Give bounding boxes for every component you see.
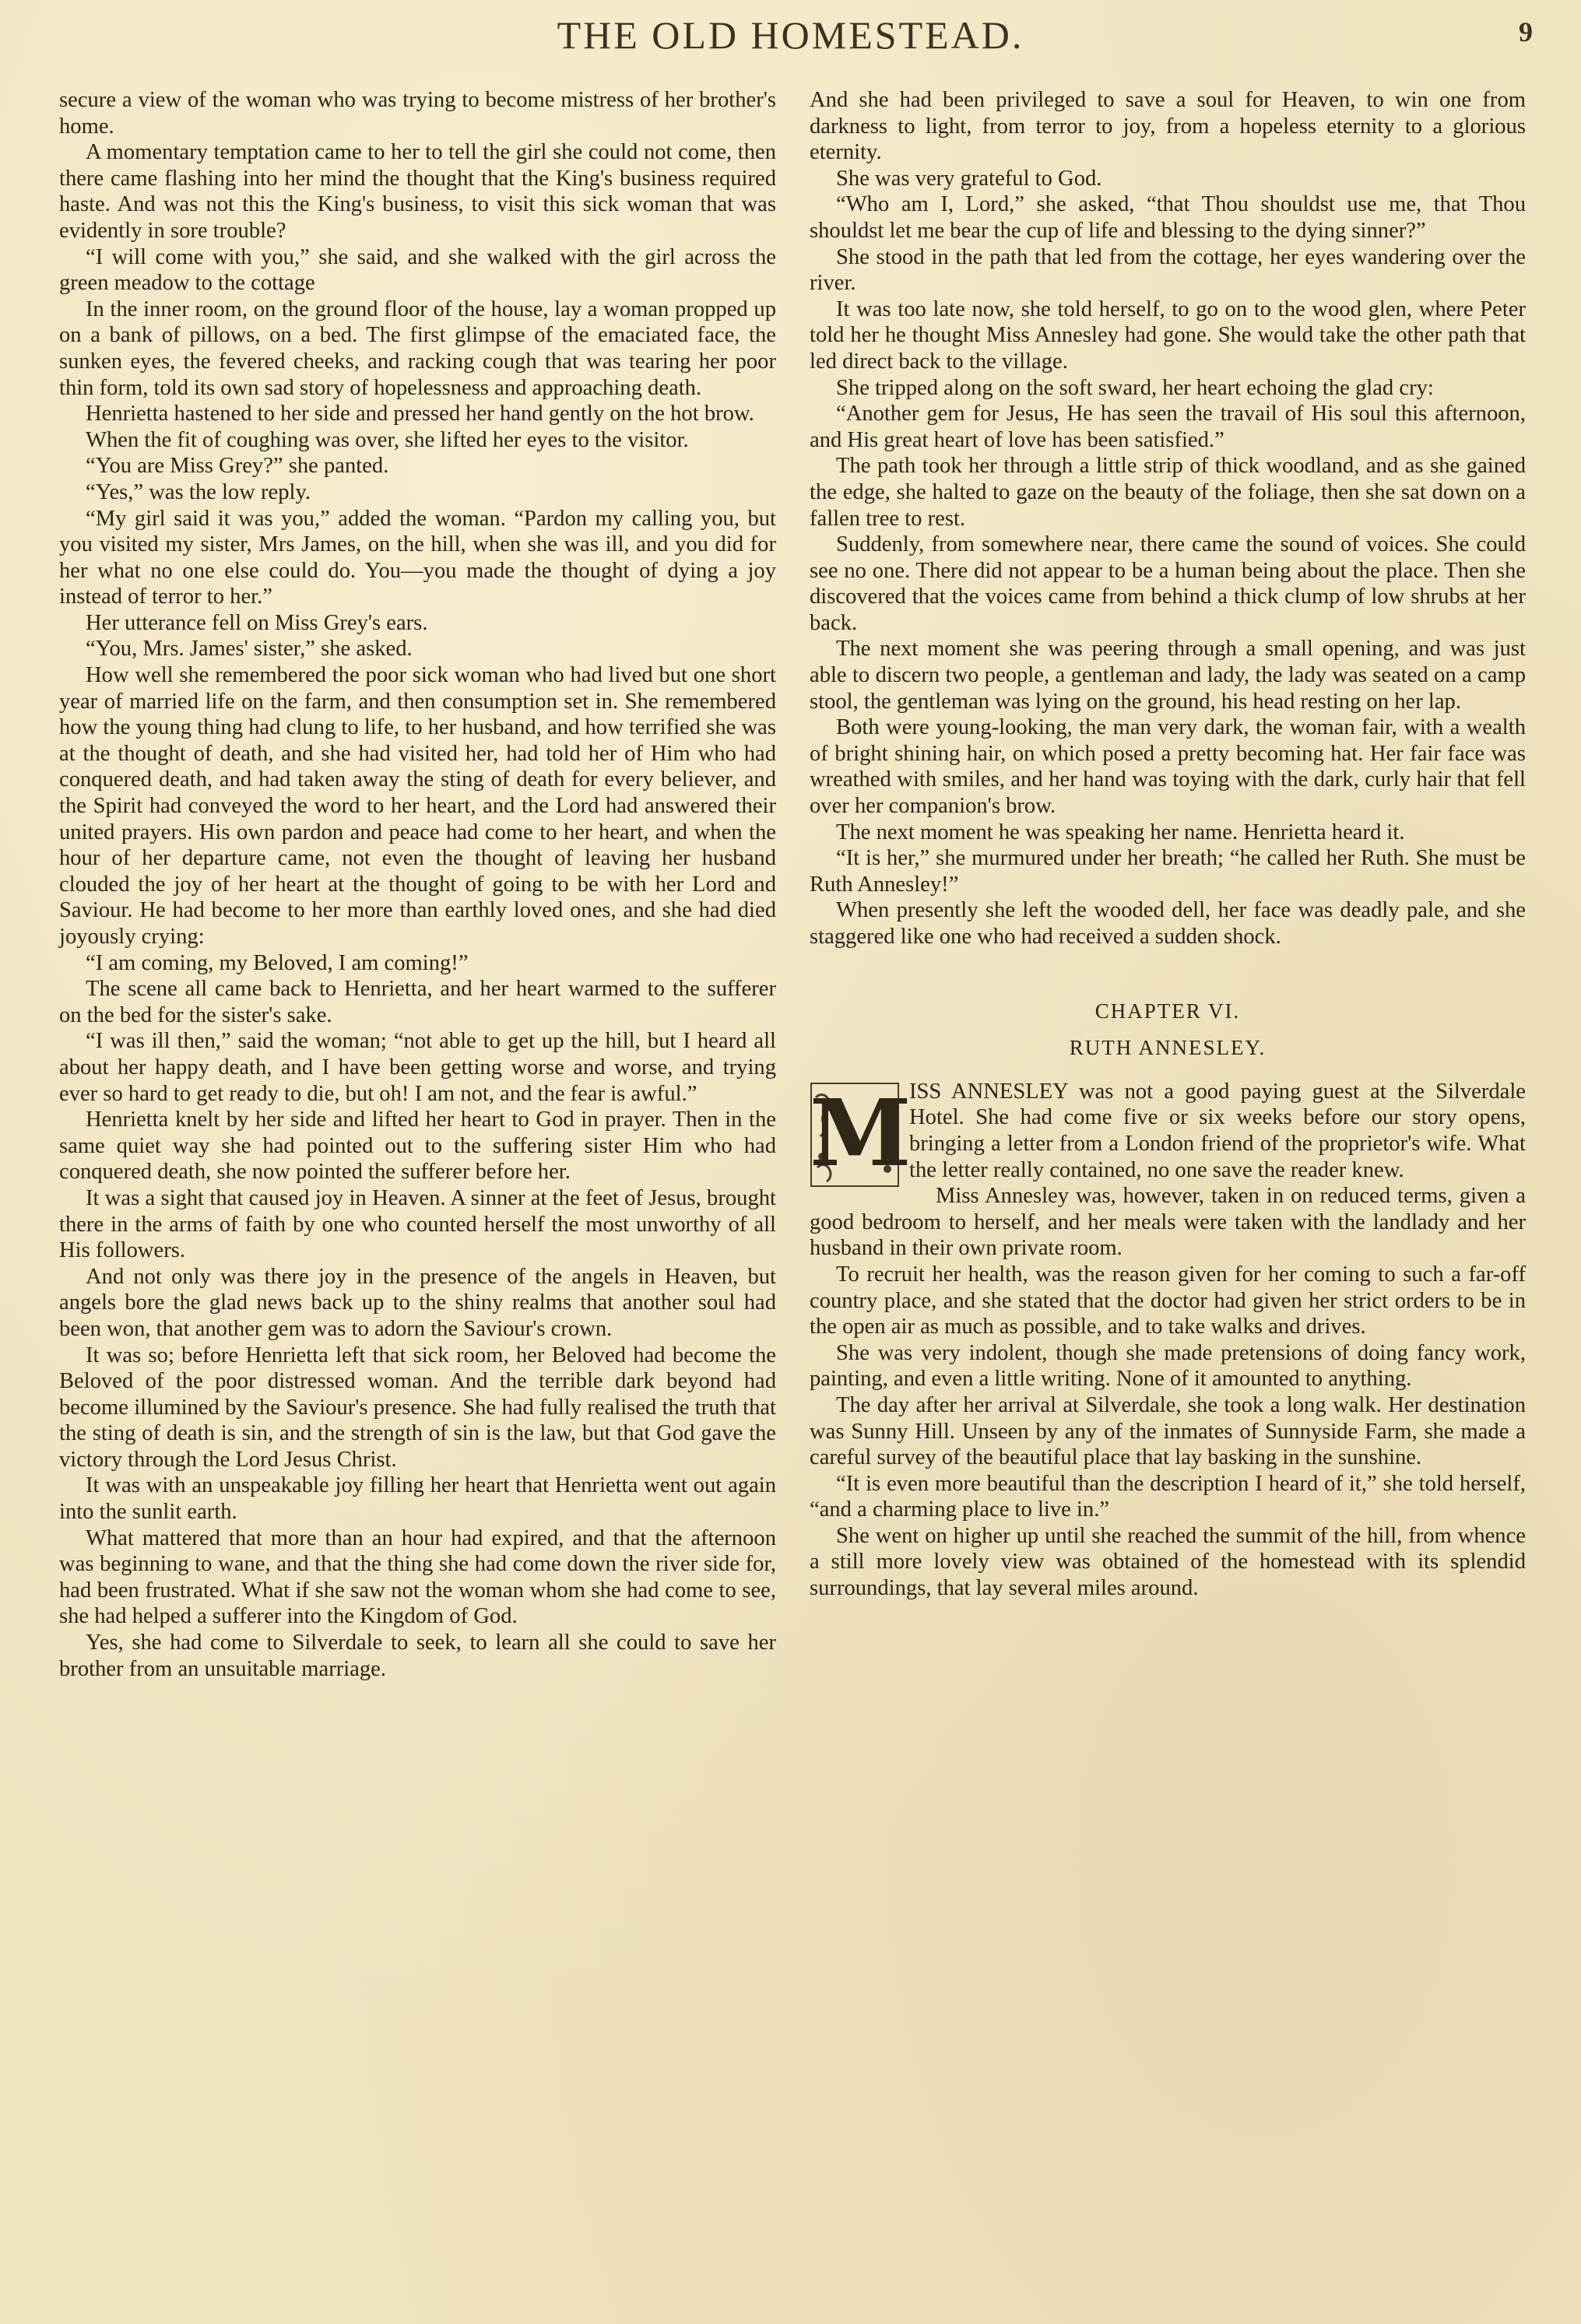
paragraph: “I will come with you,” she said, and she walked with the girl across the green meadow to the cottage <box>59 244 776 296</box>
dropcap-letter: M <box>810 1078 912 1187</box>
paragraph: She tripped along on the soft sward, her heart echoing the glad cry: <box>836 375 1434 400</box>
paragraph: How well she remembered the poor sick woman who had lived but one short year of married life on the farm, and then consumption set in. She remembered how the young thing had clung to life, to her husband, and how terrified she was at the thought of death, and she had visited her, had told her of Him who had conquered death, and had taken away the sting of death for every believer, and the Spirit had conveyed the word to her heart, and the Lord had answered their united prayers. His own pardon and peace had come to her heart, and when the hour of her departure came, not even the thought of leaving her husband clouded the joy of her heart at the thought of going to be with her Lord and Saviour. He had become to her more than earthly loved ones, and she had died joyously crying: <box>59 663 776 949</box>
paragraph: Miss Annesley was, however, taken in on reduced terms, given a good bedroom to herself, and her meals were taken with the landlady and her husband in their own private room. <box>810 1184 1526 1261</box>
paragraph: Her utterance fell on Miss Grey's ears. <box>86 610 428 635</box>
paragraph: It was with an unspeakable joy filling her heart that Henrietta went out again into the sunlit earth. <box>59 1473 776 1525</box>
paragraph: And not only was there joy in the presence of the angels in Heaven, but angels bore the glad news back up to the shiny realms that another soul had been won, that another gem was to adorn the Saviour's crown. <box>59 1264 776 1341</box>
paragraph: Both were young-looking, the man very dark, the woman fair, with a wealth of bright shining hair, on which posed a pretty becoming hat. Her fair face was wreathed with smiles, and her hand was toying with the dark, curly hair that fell over her companion's brow. <box>810 715 1526 819</box>
paragraph: The day after her arrival at Silverdale, she took a long walk. Her destination was Sunny Hill. Unseen by any of the inmates of Sunnyside Farm, she made a careful survey of the beautiful place that lay basking in the sunshine. <box>810 1392 1526 1470</box>
paragraph: It was so; before Henrietta left that sick room, her Beloved had become the Beloved of the poor distressed woman. And the terrible dark beyond had become illumined by the Saviour's presence. She had fully realised the truth that the sting of death is sin, and the strength of sin is the law, but that God gave the victory through the Lord Jesus Christ. <box>59 1343 776 1472</box>
paragraph: Henrietta hastened to her side and pressed her hand gently on the hot brow. <box>86 402 754 427</box>
paragraph: The scene all came back to Henrietta, and her heart warmed to the sufferer on the bed for the sister's sake. <box>59 977 776 1027</box>
paragraph: When the fit of coughing was over, she lifted her eyes to the visitor. <box>86 427 689 452</box>
paragraph: “Yes,” was the low reply. <box>86 479 311 504</box>
paragraph: “Who am I, Lord,” she asked, “that Thou shouldst use me, that Thou shouldst let me bear the cup of life and blessing to the dying sinner?” <box>810 192 1526 243</box>
left-column <box>59 87 776 1682</box>
paragraph: What mattered that more than an hour had expired, and that the afternoon was beginning to wane, and that the thing she had come down the river side for, had been frustrated. What if she saw not the woman whom she had come to see, she had helped a sufferer into the Kingdom of God. <box>59 1525 776 1629</box>
paragraph: “I am coming, my Beloved, I am coming!” <box>86 950 469 975</box>
page-header <box>0 5 1581 59</box>
paragraph: In the inner room, on the ground floor of the house, lay a woman propped up on a bank of pillows, on a bed. The first glimpse of the emaciated face, the sunken eyes, the fevered cheeks, and racking cough that was tearing her poor thin form, told its own sad story of hopelessness and approaching death. <box>59 297 776 400</box>
paragraph: Henrietta knelt by her side and lifted her heart to God in prayer. Then in the same quiet way she had pointed out to the suffering sister Him who had conquered death, she now pointed the sufferer before her. <box>59 1108 776 1185</box>
paragraph: “You, Mrs. James' sister,” she asked. <box>86 637 413 662</box>
right-column <box>810 87 1526 1602</box>
paragraph: The next moment she was peering through a small opening, and was just able to discern two people, a gentleman and lady, the lady was seated on a camp stool, the gentleman was lying on the ground, his head resting on her lap. <box>810 637 1526 714</box>
paragraph: She went on higher up until she reached the summit of the hill, from whence a still more lovely view was obtained of the homestead with its splendid surroundings, that lay several miles around. <box>810 1523 1526 1601</box>
paragraph: “I was ill then,” said the woman; “not able to get up the hill, but I heard all about her happy death, and I have been getting worse and worse, and trying ever so hard to get ready to die, but oh! I am not, and the fear is awful.” <box>59 1029 776 1106</box>
ornamental-dropcap <box>810 1078 912 1188</box>
paragraph: “You are Miss Grey?” she panted. <box>86 454 389 479</box>
paragraph: When presently she left the wooded dell, her face was deadly pale, and she staggered like one who had received a sudden shock. <box>810 898 1526 949</box>
paragraph: Yes, she had come to Silverdale to seek, to learn all she could to save her brother from an unsuitable marriage. <box>59 1631 776 1681</box>
paragraph: “It is even more beautiful than the description I heard of it,” she told herself, “and a charming place to live in.” <box>810 1471 1526 1522</box>
paragraph: “My girl said it was you,” added the woman. “Pardon my calling you, but you visited my sister, Mrs James, on the hill, when she was ill, and you did for her what no one else could do. You—you made the thought of dying a joy instead of terror to her.” <box>59 506 776 609</box>
paragraph: The next moment he was speaking her name. Henrietta heard it. <box>836 820 1405 844</box>
chapter-opening-text: ISS ANNESLEY was not a good paying guest at the Silverdale Hotel. She had come five or six weeks before our story opens, bringing a letter from a London friend of the proprietor's wife. What the letter really contained, no one save the reader knew. <box>909 1079 1526 1182</box>
paragraph: Suddenly, from somewhere near, there came the sound of voices. She could see no one. There did not appear to be a human being about the place. Then she discovered that the voices came from behind a thick clump of low shrubs at her back. <box>810 532 1526 635</box>
paragraph: She stood in the path that led from the cottage, her eyes wandering over the river. <box>810 244 1526 296</box>
paragraph: It was a sight that caused joy in Heaven. A sinner at the feet of Jesus, brought there in the arms of faith by one who counted herself the most unworthy of all His followers. <box>59 1185 776 1263</box>
paragraph: secure a view of the woman who was trying to become mistress of her brother's home. <box>59 88 776 139</box>
paragraph: “Another gem for Jesus, He has seen the travail of His soul this afternoon, and His great heart of love has been satisfied.” <box>810 402 1526 452</box>
paragraph: And she had been privileged to save a soul for Heaven, to win one from darkness to light, from terror to joy, from a hopeless eternity to a glorious eternity. <box>810 88 1526 165</box>
paragraph: To recruit her health, was the reason given for her coming to such a far-off country place, and she stated that the doctor had given her strict orders to be in the open air as much as possible, and to take walks and drives. <box>810 1262 1526 1339</box>
running-title: THE OLD HOMESTEAD. <box>557 13 1024 57</box>
chapter-title: RUTH ANNESLEY. <box>1069 1036 1267 1060</box>
chapter-number: CHAPTER VI. <box>1094 999 1241 1023</box>
page-number: 9 <box>1519 16 1533 47</box>
paragraph: It was too late now, she told herself, to go on to the wood glen, where Peter told her he thought Miss Annesley had gone. She would take the other path that led direct back to the village. <box>810 297 1526 374</box>
paragraph: She was very indolent, though she made pretensions of doing fancy work, painting, and even a little writing. None of it amounted to anything. <box>810 1340 1526 1392</box>
chapter-opening-paragraph <box>810 1078 1526 1187</box>
paragraph: “It is her,” she murmured under her breath; “he called her Ruth. She must be Ruth Annesley!” <box>810 846 1526 897</box>
paragraph: She was very grateful to God. <box>836 166 1102 191</box>
paragraph: The path took her through a little strip of thick woodland, and as she gained the edge, she halted to gaze on the beauty of the foliage, then she sat down on a fallen tree to rest. <box>810 454 1526 531</box>
paragraph: A momentary temptation came to her to tell the girl she could not come, then there came flashing into her mind the thought that the King's business required haste. And was not this the King's business, to visit this sick woman that was evidently in sore trouble? <box>59 140 776 243</box>
